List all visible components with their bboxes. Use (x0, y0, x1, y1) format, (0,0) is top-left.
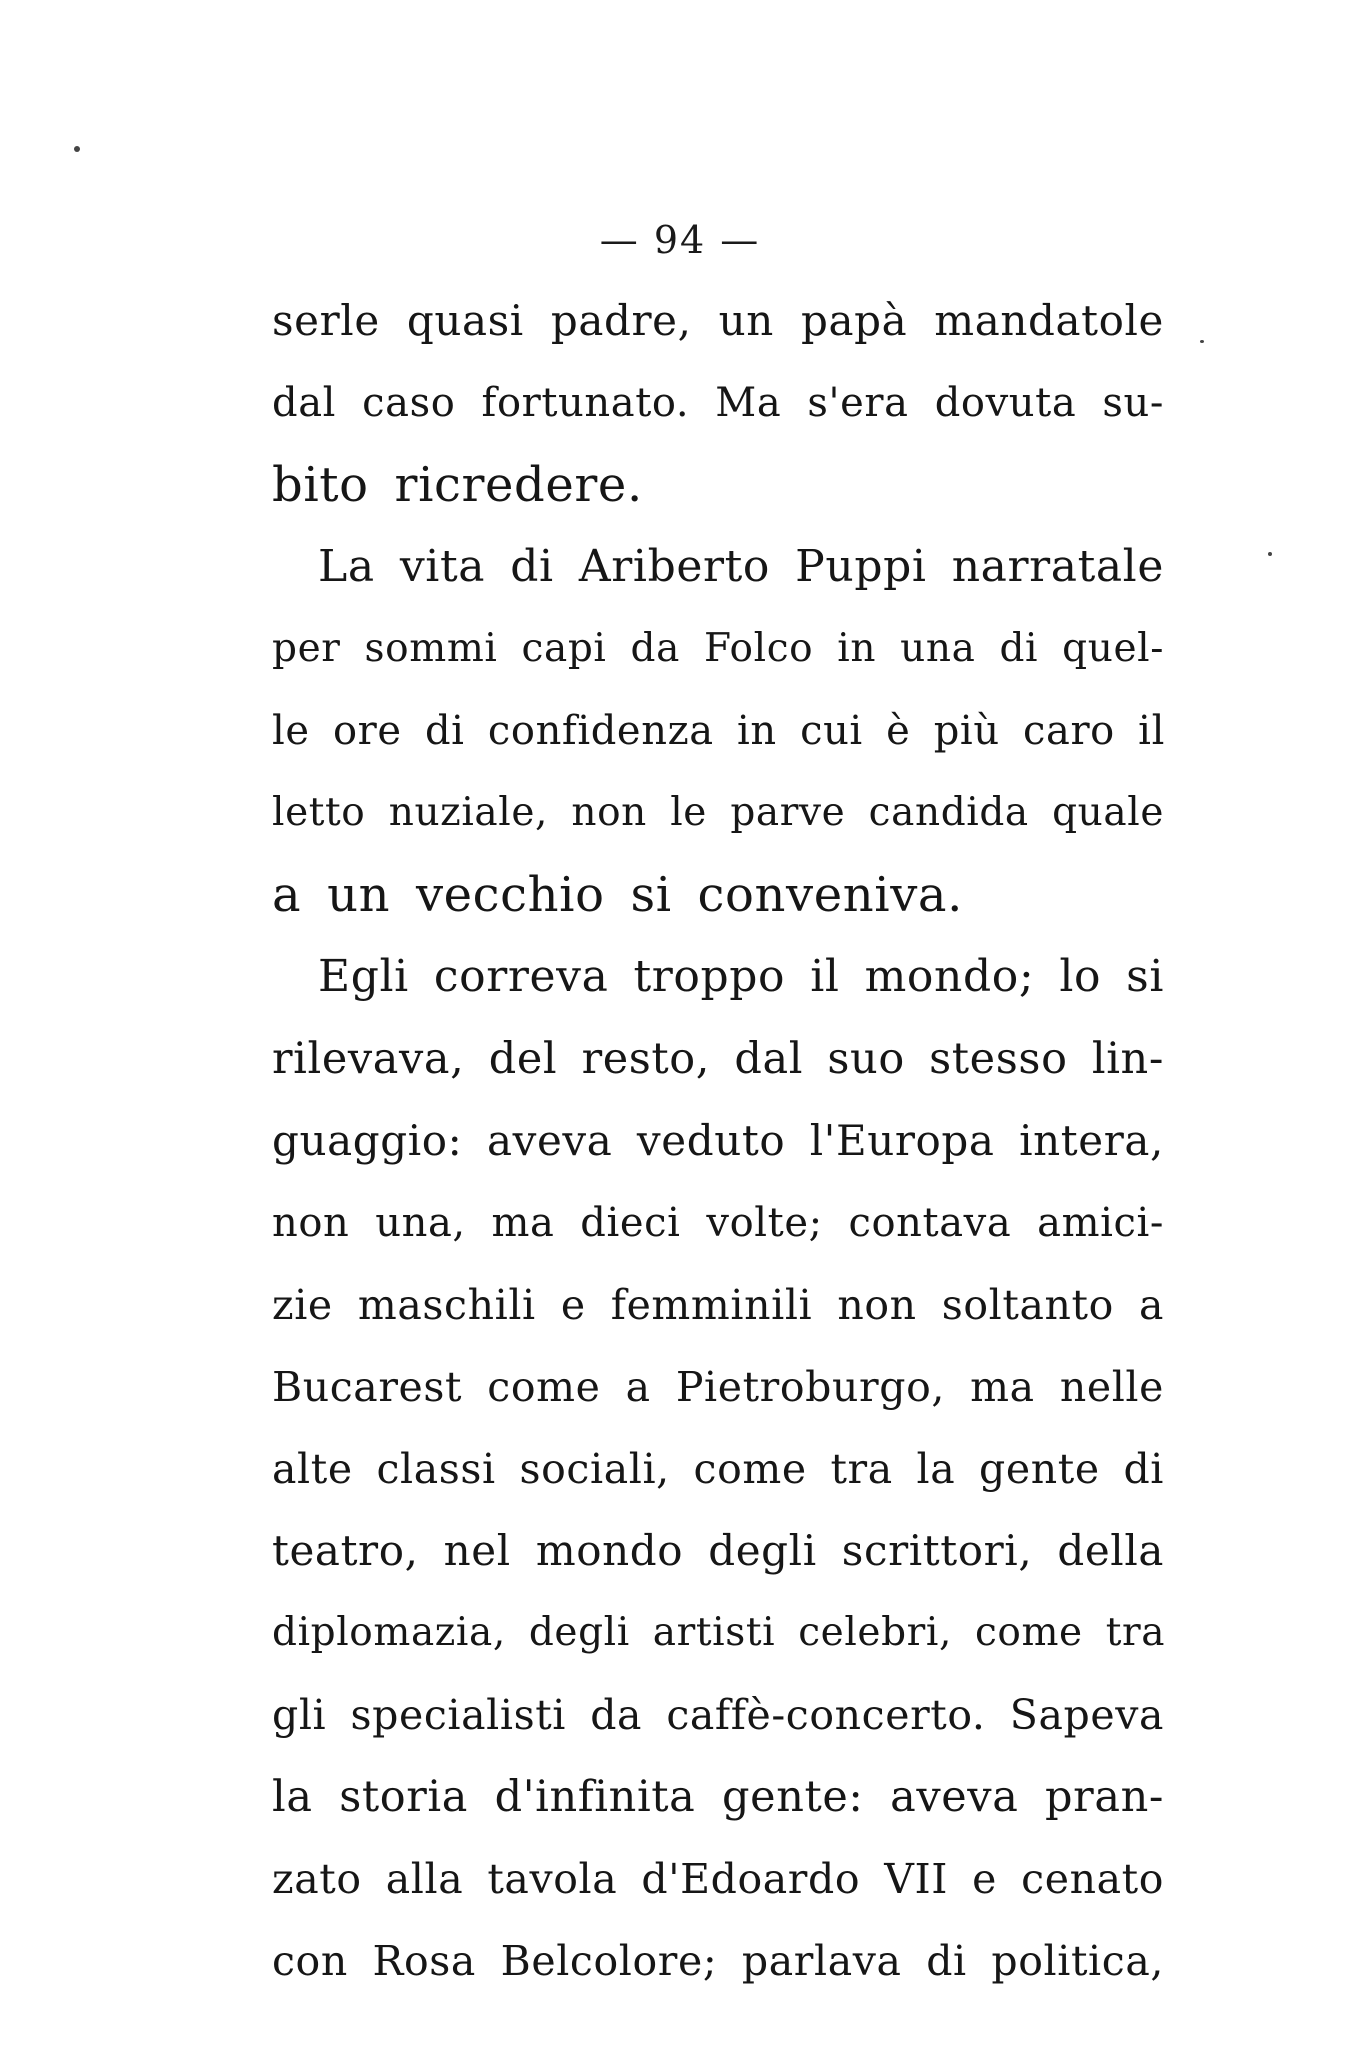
text-line: con Rosa Belcolore; parlava di politica, (272, 1937, 1164, 1985)
text-line: non una, ma dieci volte; contava amici- (272, 1200, 1164, 1246)
text-line: bito ricredere. (272, 457, 643, 513)
text-line: la storia d'infinita gente: aveva pran- (272, 1772, 1164, 1822)
page-number: — 94 — (599, 218, 761, 262)
text-line: letto nuziale, non le parve candida quale (272, 790, 1164, 835)
text-line: diplomazia, degli artisti celebri, come tra (272, 1610, 1166, 1655)
text-line: zie maschili e femminili non soltanto a (272, 1281, 1164, 1329)
text-line: Bucarest come a Pietroburgo, ma nelle (272, 1363, 1164, 1411)
text-line: rilevava, del resto, dal suo stesso lin- (272, 1034, 1164, 1084)
text-line: dal caso fortunato. Ma s'era dovuta su- (272, 380, 1164, 426)
text-line: zato alla tavola d'Edoardo VII e cenato (272, 1855, 1164, 1903)
text-line: La vita di Ariberto Puppi narratale (318, 541, 1164, 592)
text-line: Egli correva troppo il mondo; lo si (318, 951, 1164, 1002)
text-line: a un vecchio si conveniva. (272, 867, 963, 923)
text-line: le ore di confidenza in cui è più caro il (272, 708, 1165, 754)
text-line: alte classi sociali, come tra la gente di (272, 1445, 1164, 1493)
scan-speck (1200, 340, 1204, 343)
text-line: serle quasi padre, un papà mandatole (272, 296, 1164, 345)
body-text (272, 280, 1164, 2002)
text-line: guaggio: aveva veduto l'Europa intera, (272, 1116, 1164, 1165)
scan-speck (1268, 552, 1272, 556)
text-line: gli specialisti da caffè-concerto. Sapeva (272, 1691, 1164, 1739)
text-line: teatro, nel mondo degli scrittori, della (272, 1526, 1164, 1575)
text-line: per sommi capi da Folco in una di quel- (272, 626, 1164, 671)
scan-speck (74, 146, 80, 152)
